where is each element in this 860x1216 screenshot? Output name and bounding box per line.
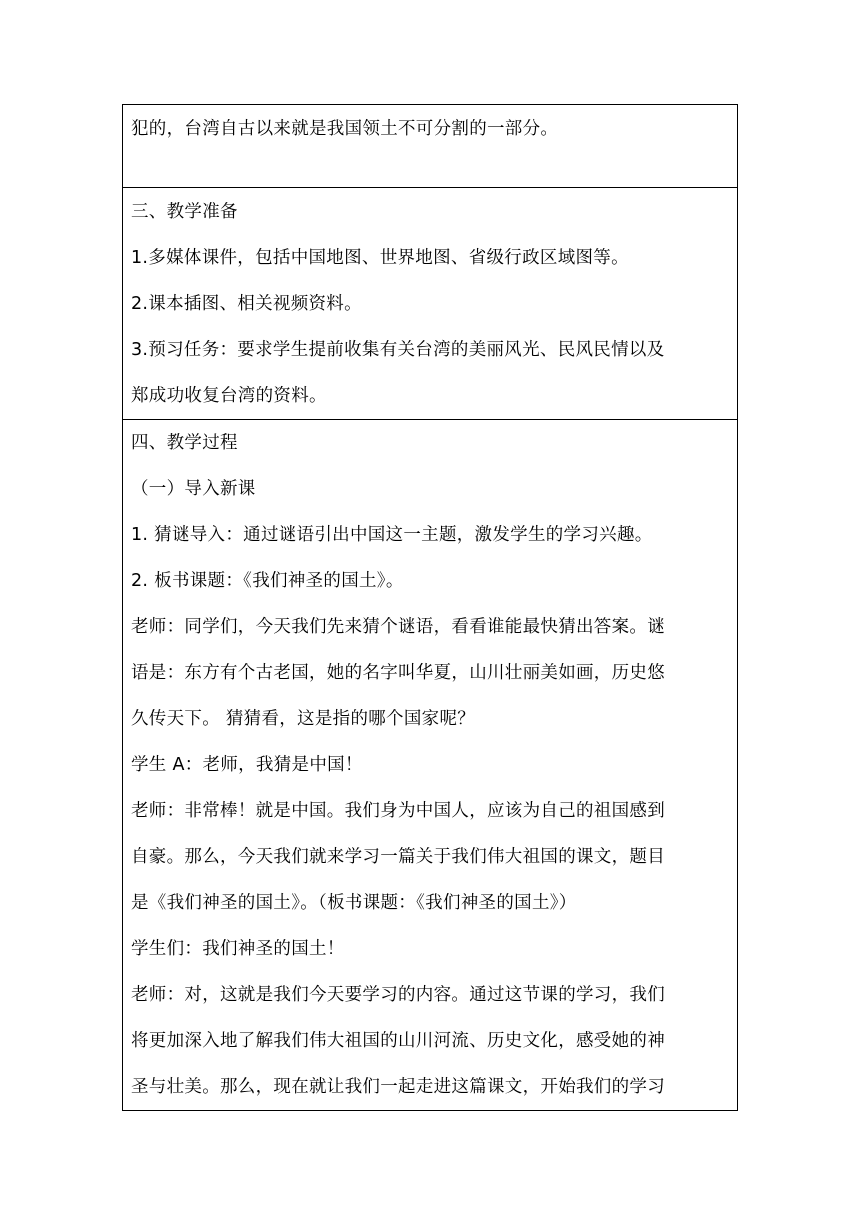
paragraph-line: 1.多媒体课件，包括中国地图、世界地图、省级行政区域图等。: [131, 248, 629, 268]
table-cell-teaching-process: [123, 420, 738, 1111]
subsection-heading: （一）导入新课: [131, 479, 256, 499]
paragraph-line: 老师：非常棒！就是中国。我们身为中国人，应该为自己的祖国感到: [131, 801, 665, 821]
paragraph-line: 将更加深入地了解我们伟大祖国的山川河流、历史文化，感受她的神: [131, 1031, 665, 1051]
paragraph-line: 久传天下。 猜猜看，这是指的哪个国家呢？: [131, 709, 476, 729]
paragraph-line: 学生们：我们神圣的国土！: [131, 939, 345, 959]
paragraph-line: 圣与壮美。那么，现在就让我们一起走进这篇课文，开始我们的学习: [131, 1077, 665, 1097]
section-heading: 三、教学准备: [131, 202, 238, 222]
paragraph-line: 学生 A：老师，我猜是中国！: [131, 755, 363, 775]
table-row: [123, 105, 738, 188]
paragraph-line: 1. 猜谜导入：通过谜语引出中国这一主题，激发学生的学习兴趣。: [131, 525, 653, 545]
table-cell-teaching-preparation: [123, 188, 738, 420]
paragraph-line: 2. 板书课题：《我们神圣的国土》。: [131, 571, 404, 591]
lesson-plan-table: [122, 104, 738, 1111]
table-row: [123, 420, 738, 1111]
paragraph-line: 自豪。那么，今天我们就来学习一篇关于我们伟大祖国的课文，题目: [131, 847, 665, 867]
paragraph-line: 2.课本插图、相关视频资料。: [131, 294, 362, 314]
paragraph-line: 语是：东方有个古老国，她的名字叫华夏，山川壮丽美如画，历史悠: [131, 663, 665, 683]
paragraph-line: 老师：同学们，今天我们先来猜个谜语，看看谁能最快猜出答案。谜: [131, 617, 665, 637]
table-cell-continuation: [123, 105, 738, 188]
paragraph-line: 是《我们神圣的国土》。（板书课题：《我们神圣的国土》）: [131, 893, 577, 913]
paragraph-line: 犯的，台湾自古以来就是我国领土不可分割的一部分。: [131, 119, 559, 139]
paragraph-line: 老师：对，这就是我们今天要学习的内容。通过这节课的学习，我们: [131, 985, 665, 1005]
section-heading: 四、教学过程: [131, 433, 238, 453]
table-row: [123, 188, 738, 420]
paragraph-line: 3.预习任务：要求学生提前收集有关台湾的美丽风光、民风民情以及: [131, 340, 665, 360]
paragraph-line: 郑成功收复台湾的资料。: [131, 386, 327, 406]
